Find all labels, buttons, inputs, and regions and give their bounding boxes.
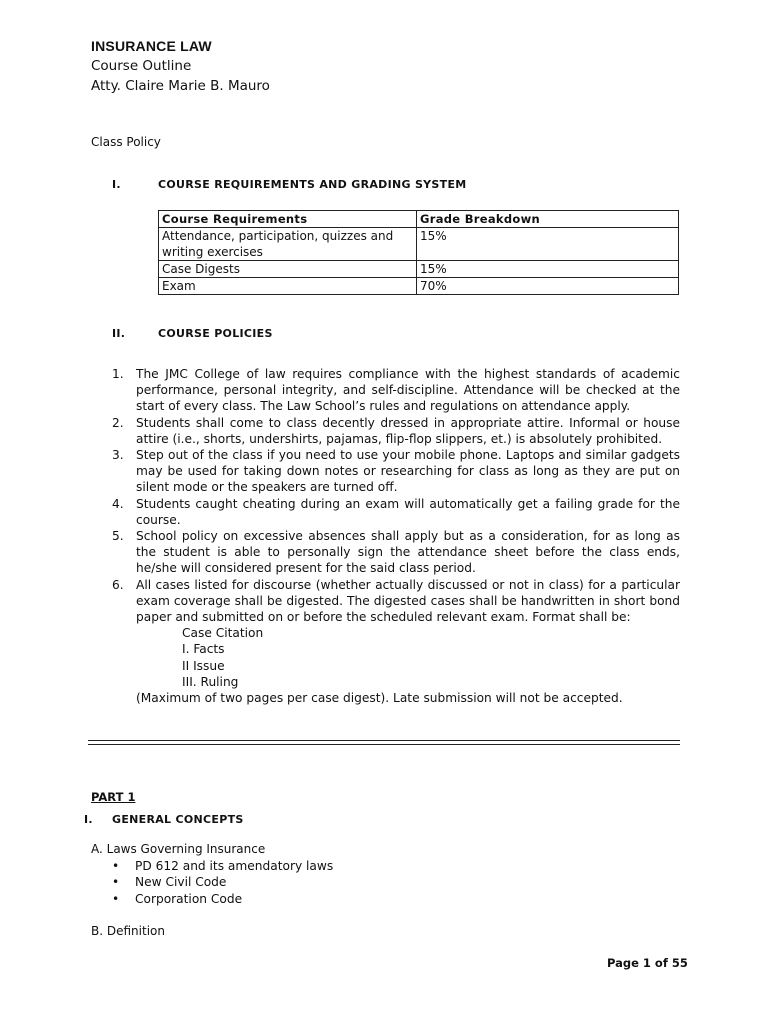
table-cell: Case Digests — [159, 261, 417, 278]
list-item — [112, 858, 333, 874]
list-item — [112, 496, 680, 528]
table-cell: Attendance, participation, quizzes and writing exercises — [159, 228, 417, 261]
document-subtitle: Course Outline — [91, 58, 192, 74]
table-row — [159, 261, 679, 278]
list-item — [112, 528, 680, 577]
divider-line — [88, 740, 680, 741]
digest-format-line: I. Facts — [182, 642, 225, 657]
list-text: All cases listed for discourse (whether actually discussed or not in class) for a particular exam coverage shall be digested. The digested cases shall be handwritten in short bond paper and submitted on or before the scheduled relevant exam. Format shall be: — [136, 577, 680, 625]
digest-note: (Maximum of two pages per case digest). Late submission will not be accepted. — [136, 691, 623, 706]
table-cell: 70% — [417, 278, 679, 295]
list-item — [112, 366, 680, 415]
table-cell: 15% — [417, 261, 679, 278]
list-number: 5. — [112, 529, 124, 544]
list-item — [112, 891, 333, 907]
laws-bullet-list — [112, 858, 333, 907]
list-item — [112, 415, 680, 447]
table-header-row — [159, 211, 679, 228]
subsection-b: B. Definition — [91, 924, 165, 938]
list-text: Corporation Code — [135, 891, 243, 906]
list-item — [112, 577, 680, 707]
requirements-table — [158, 210, 679, 295]
subsection-a: A. Laws Governing Insurance — [91, 842, 266, 856]
list-text: New Civil Code — [135, 875, 227, 890]
list-number: 4. — [112, 496, 124, 511]
bullet-icon: • — [112, 891, 120, 906]
list-text: The JMC College of law requires compliance with the highest standards of academic performance, personal integrity, and self-discipline. Attendance will be checked at the start of every class. The Law School’s rules and regulations on attendance apply. — [136, 367, 680, 414]
class-policy-label: Class Policy — [91, 135, 161, 149]
part-label: PART 1 — [91, 790, 136, 804]
bullet-icon: • — [112, 859, 120, 873]
list-item — [112, 874, 333, 890]
column-header: Course Requirements — [159, 211, 417, 228]
bullet-icon: • — [112, 875, 120, 890]
document-author: Atty. Claire Marie B. Mauro — [91, 78, 270, 94]
table-cell: 15% — [417, 228, 679, 261]
section-2-heading: COURSE POLICIES — [158, 327, 273, 340]
column-header: Grade Breakdown — [417, 211, 679, 228]
policy-list — [112, 366, 680, 706]
table-row — [159, 228, 679, 261]
list-number: 2. — [112, 415, 124, 430]
list-text: PD 612 and its amendatory laws — [135, 859, 334, 873]
list-item — [112, 447, 680, 496]
list-number: 1. — [112, 367, 124, 381]
section-1-heading: COURSE REQUIREMENTS AND GRADING SYSTEM — [158, 178, 467, 191]
list-text: Step out of the class if you need to use your mobile phone. Laptops and similar gadgets may be used for taking down notes or researching for class as long as they are put on silent mode or the speakers are turned off. — [136, 448, 680, 495]
section-2-numeral: II. — [112, 327, 126, 340]
table-row — [159, 278, 679, 295]
digest-format-line: II Issue — [182, 658, 225, 673]
part-section-numeral: I. — [84, 813, 93, 826]
digest-format-line: Case Citation — [182, 626, 264, 641]
list-number: 3. — [112, 448, 124, 463]
document-title: INSURANCE LAW — [91, 38, 212, 54]
list-text: Students caught cheating during an exam will automatically get a failing grade for the course. — [136, 496, 680, 527]
part-section-heading: GENERAL CONCEPTS — [112, 813, 244, 826]
table-cell: Exam — [159, 278, 417, 295]
page-number: Page 1 of 55 — [607, 956, 688, 970]
digest-format-line: III. Ruling — [182, 674, 239, 689]
list-text: Students shall come to class decently dressed in appropriate attire. Informal or house attire (i.e., shorts, undershirts, pajamas, flip-flop slippers, et.) is absolutely prohibited. — [136, 415, 680, 446]
list-number: 6. — [112, 577, 124, 592]
divider-line — [88, 744, 680, 745]
section-1-numeral: I. — [112, 178, 121, 191]
list-text: School policy on excessive absences shall apply but as a consideration, for as long as the student is able to personally sign the attendance sheet before the class ends, he/she will considered present for the said class period. — [136, 529, 680, 576]
